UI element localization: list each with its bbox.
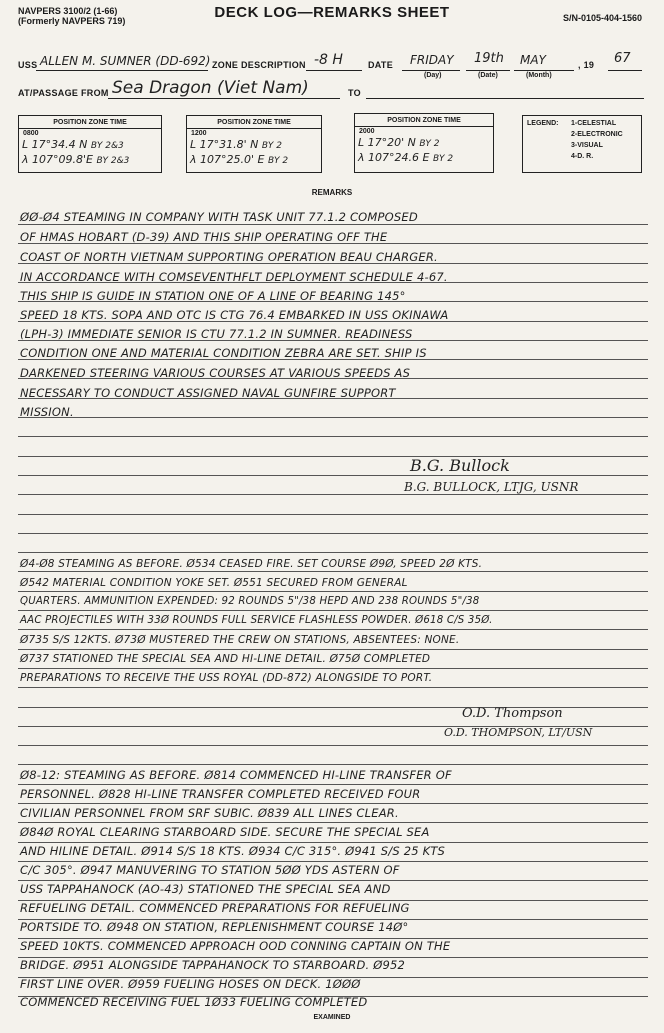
log-line: Ø8-12: STEAMING AS BEFORE. Ø814 COMMENCED HI-LINE TRANSFER OF bbox=[20, 768, 452, 782]
log-line: REFUELING DETAIL. COMMENCED PREPARATIONS FOR REFUELING bbox=[20, 901, 410, 915]
ruled-line bbox=[18, 494, 648, 495]
log-line: Ø84Ø ROYAL CLEARING STARBOARD SIDE. SECURE THE SPECIAL SEA bbox=[20, 825, 430, 839]
signature-name: O.D. THOMPSON, LT/USN bbox=[444, 726, 593, 739]
log-line: AAC PROJECTILES WITH 33Ø ROUNDS FULL SERVICE FLASHLESS POWDER. Ø618 C/S 35Ø. bbox=[20, 615, 493, 626]
log-line: THIS SHIP IS GUIDE IN STATION ONE OF A LINE OF BEARING 145° bbox=[20, 289, 406, 303]
longitude-by[interactable]: BY 2 bbox=[432, 154, 454, 164]
log-line: OF HMAS HOBART (D-39) AND THIS SHIP OPERATING OFF THE bbox=[20, 230, 388, 244]
longitude[interactable]: λ 107°25.0' E bbox=[190, 153, 265, 166]
zone-field[interactable]: -8 H bbox=[314, 52, 343, 68]
to-label: TO bbox=[348, 88, 361, 98]
log-line: (LPH-3) IMMEDIATE SENIOR IS CTU 77.1.2 IN SUMNER. READINESS bbox=[20, 327, 413, 341]
position-time: 2000 bbox=[359, 128, 375, 135]
uss-label: USS bbox=[18, 60, 38, 70]
year-field[interactable]: 67 bbox=[614, 51, 631, 66]
log-line: C/C 305°. Ø947 MANUVERING TO STATION 5ØØ YDS ASTERN OF bbox=[20, 863, 400, 877]
log-line: FIRST LINE OVER. Ø959 FUELING HOSES ON DECK. 1ØØØ bbox=[20, 977, 361, 991]
log-line: Ø4-Ø8 STEAMING AS BEFORE. Ø534 CEASED FIRE. SET COURSE Ø9Ø, SPEED 2Ø KTS. bbox=[20, 558, 483, 570]
signature-name: B.G. BULLOCK, LTJG, USNR bbox=[404, 480, 579, 494]
position-header: POSITION ZONE TIME bbox=[187, 116, 321, 129]
legend-item: 3-VISUAL bbox=[571, 142, 603, 149]
day-field[interactable]: FRIDAY bbox=[410, 53, 454, 67]
month-field[interactable]: MAY bbox=[520, 53, 546, 67]
ruled-line bbox=[18, 803, 648, 804]
log-line: PERSONNEL. Ø828 HI-LINE TRANSFER COMPLETED RECEIVED FOUR bbox=[20, 787, 421, 801]
legend-title: LEGEND: bbox=[527, 120, 559, 127]
ruled-line bbox=[18, 861, 648, 862]
at-passage-label: AT/PASSAGE FROM bbox=[18, 88, 109, 98]
latitude-by[interactable]: BY 2&3 bbox=[90, 141, 124, 151]
date-underline bbox=[466, 70, 510, 71]
from-field[interactable]: Sea Dragon (Viet Nam) bbox=[112, 78, 309, 98]
ruled-line bbox=[18, 668, 648, 669]
ship-field[interactable]: ALLEN M. SUMNER (DD-692) bbox=[40, 54, 211, 68]
log-line: COAST OF NORTH VIETNAM SUPPORTING OPERATION BEAU CHARGER. bbox=[20, 250, 438, 264]
to-underline bbox=[366, 98, 644, 99]
zone-label: ZONE DESCRIPTION bbox=[212, 60, 306, 70]
log-line: USS TAPPAHANOCK (AO-43) STATIONED THE SPECIAL SEA AND bbox=[20, 882, 391, 896]
ruled-line bbox=[18, 514, 648, 515]
latitude[interactable]: L 17°34.4 N bbox=[22, 138, 88, 151]
log-line: NECESSARY TO CONDUCT ASSIGNED NAVAL GUNFIRE SUPPORT bbox=[20, 386, 396, 400]
log-line: SPEED 18 KTS. SOPA AND OTC IS CTG 76.4 EMBARKED IN USS OKINAWA bbox=[20, 308, 449, 322]
log-line: CIVILIAN PERSONNEL FROM SRF SUBIC. Ø839 ALL LINES CLEAR. bbox=[20, 806, 399, 820]
legend-item: 2-ELECTRONIC bbox=[571, 131, 623, 138]
legend-box bbox=[522, 115, 642, 173]
day-underline bbox=[402, 70, 460, 71]
signature-bullock: B.G. Bullock bbox=[410, 456, 510, 475]
ruled-line bbox=[18, 417, 648, 418]
log-line: COMMENCED RECEIVING FUEL 1Ø33 FUELING COMPLETED bbox=[20, 995, 368, 1009]
log-line: QUARTERS. AMMUNITION EXPENDED: 92 ROUNDS 5"/38 HEPD AND 238 ROUNDS 5"/38 bbox=[20, 596, 480, 607]
ruled-line bbox=[18, 475, 648, 476]
signature-thompson: O.D. Thompson bbox=[462, 706, 563, 721]
ruled-line bbox=[18, 571, 648, 572]
position-header: POSITION ZONE TIME bbox=[19, 116, 161, 129]
month-caption: (Month) bbox=[526, 72, 552, 79]
latitude-by[interactable]: BY 2 bbox=[419, 139, 440, 149]
log-line: AND HILINE DETAIL. Ø914 S/S 18 KTS. Ø934 C/C 315°. Ø941 S/S 25 KTS bbox=[20, 844, 446, 858]
legend-item: 1-CELESTIAL bbox=[571, 120, 617, 127]
ship-underline bbox=[36, 70, 208, 71]
ruled-line bbox=[18, 764, 648, 765]
longitude[interactable]: λ 107°09.8'E bbox=[22, 153, 93, 166]
ruled-line bbox=[18, 745, 648, 746]
latitude-by[interactable]: BY 2 bbox=[261, 141, 282, 151]
latitude[interactable]: L 17°31.8' N bbox=[190, 138, 259, 151]
position-box-2000 bbox=[354, 113, 494, 173]
longitude-by[interactable]: BY 2 bbox=[267, 156, 289, 166]
log-line: MISSION. bbox=[20, 405, 74, 419]
latitude[interactable]: L 17°20' N bbox=[358, 136, 416, 149]
year-prefix: , 19 bbox=[578, 60, 595, 70]
ruled-line bbox=[18, 822, 648, 823]
zone-underline bbox=[306, 70, 362, 71]
ruled-line bbox=[18, 687, 648, 688]
examined-label: EXAMINED bbox=[313, 1014, 351, 1021]
log-line: Ø542 MATERIAL CONDITION YOKE SET. Ø551 SECURED FROM GENERAL bbox=[20, 577, 408, 589]
from-underline bbox=[108, 98, 340, 99]
longitude-by[interactable]: BY 2&3 bbox=[96, 156, 130, 166]
log-line: PORTSIDE TO. Ø948 ON STATION, REPLENISHMENT COURSE 14Ø° bbox=[20, 920, 409, 934]
ruled-line bbox=[18, 456, 648, 457]
longitude[interactable]: λ 107°24.6 E bbox=[358, 151, 430, 164]
ruled-line bbox=[18, 784, 648, 785]
ruled-line bbox=[18, 610, 648, 611]
ruled-line bbox=[18, 436, 648, 437]
log-line: SPEED 10KTS. COMMENCED APPROACH OOD CONNING CAPTAIN ON THE bbox=[20, 939, 451, 953]
position-time: 1200 bbox=[191, 130, 207, 137]
remarks-label: REMARKS bbox=[311, 188, 353, 197]
stock-number: S/N-0105-404-1560 bbox=[562, 13, 642, 23]
log-line: IN ACCORDANCE WITH COMSEVENTHFLT DEPLOYMENT SCHEDULE 4-67. bbox=[20, 270, 448, 284]
position-header: POSITION ZONE TIME bbox=[355, 114, 493, 127]
ruled-line bbox=[18, 649, 648, 650]
page-title: DECK LOG—REMARKS SHEET bbox=[214, 4, 450, 21]
log-line: PREPARATIONS TO RECEIVE THE USS ROYAL (DD-872) ALONGSIDE TO PORT. bbox=[20, 672, 433, 684]
date-field[interactable]: 19th bbox=[474, 51, 504, 66]
legend-item: 4-D. R. bbox=[571, 153, 594, 160]
day-caption: (Day) bbox=[424, 72, 442, 79]
position-time: 0800 bbox=[23, 130, 39, 137]
log-line: BRIDGE. Ø951 ALONGSIDE TAPPAHANOCK TO STARBOARD. Ø952 bbox=[20, 958, 406, 972]
ruled-line bbox=[18, 533, 648, 534]
log-line: DARKENED STEERING VARIOUS COURSES AT VARIOUS SPEEDS AS bbox=[20, 366, 411, 380]
form-id-line2: (Formerly NAVPERS 719) bbox=[18, 16, 126, 26]
year-underline bbox=[608, 70, 642, 71]
ruled-line bbox=[18, 842, 648, 843]
log-line: CONDITION ONE AND MATERIAL CONDITION ZEBRA ARE SET. SHIP IS bbox=[20, 346, 427, 360]
log-line: Ø737 STATIONED THE SPECIAL SEA AND HI-LINE DETAIL. Ø75Ø COMPLETED bbox=[20, 653, 431, 665]
date-caption: (Date) bbox=[478, 72, 498, 79]
month-underline bbox=[514, 70, 574, 71]
date-label: DATE bbox=[368, 60, 394, 70]
position-box-0800 bbox=[18, 115, 162, 173]
ruled-line bbox=[18, 591, 648, 592]
form-id-line1: NAVPERS 3100/2 (1-66) bbox=[18, 6, 118, 16]
ruled-line bbox=[18, 629, 648, 630]
log-line: Ø735 S/S 12KTS. Ø73Ø MUSTERED THE CREW ON STATIONS, ABSENTEES: NONE. bbox=[20, 634, 460, 646]
log-line: ØØ-Ø4 STEAMING IN COMPANY WITH TASK UNIT 77.1.2 COMPOSED bbox=[20, 210, 418, 224]
ruled-line bbox=[18, 224, 648, 225]
position-box-1200 bbox=[186, 115, 322, 173]
ruled-line bbox=[18, 552, 648, 553]
